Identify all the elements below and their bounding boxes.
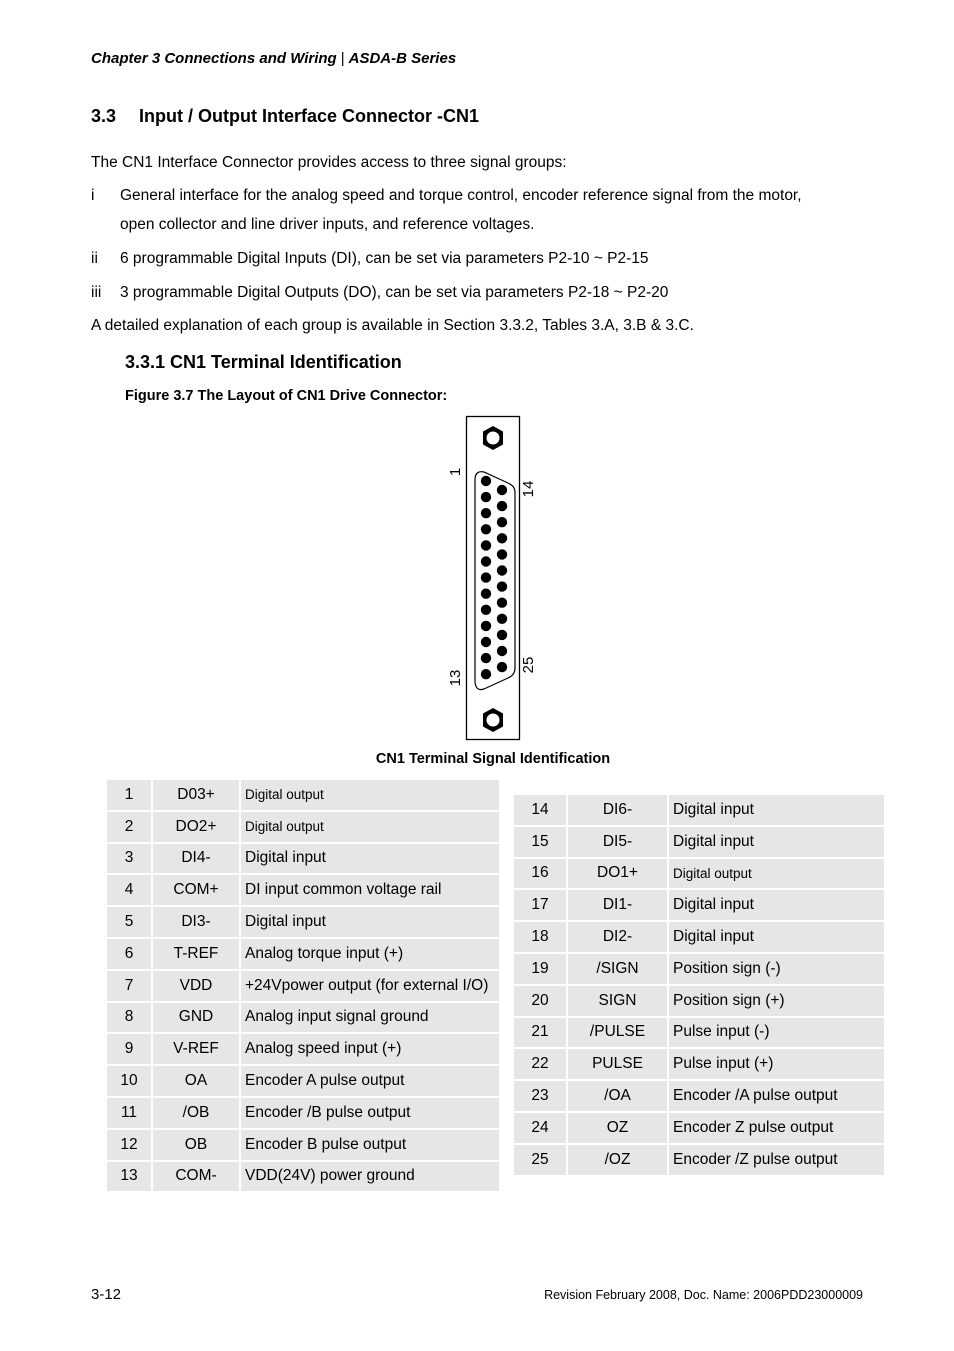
pin-number: 6: [107, 939, 153, 969]
signal-description: DI input common voltage rail: [241, 875, 499, 905]
table-row: [107, 875, 499, 905]
header-separator: |: [340, 50, 345, 67]
signal-name: OZ: [568, 1113, 669, 1143]
pin-dot: [497, 614, 507, 624]
pin-number: 17: [514, 890, 568, 920]
list-marker: ii: [91, 250, 98, 267]
pin-dot: [481, 669, 491, 679]
table-row: [514, 922, 884, 952]
signal-name: DO2+: [153, 812, 241, 842]
table-row: [107, 971, 499, 1001]
table-row: [107, 1098, 499, 1128]
signal-name: D03+: [153, 780, 241, 810]
pin-number: 11: [107, 1098, 153, 1128]
signal-name: GND: [153, 1003, 241, 1033]
pin-number: 25: [514, 1145, 568, 1175]
signal-description: Encoder /B pulse output: [241, 1098, 499, 1128]
signal-description: Pulse input (-): [669, 1018, 884, 1048]
pin-dot: [481, 572, 491, 582]
page-header: [91, 50, 456, 67]
table-row: [514, 859, 884, 889]
table-row: [514, 1113, 884, 1143]
page-number: 3-12: [91, 1286, 122, 1303]
pin-label-25: 25: [520, 656, 537, 674]
pin-number: 1: [107, 780, 153, 810]
signal-name: PULSE: [568, 1049, 669, 1079]
pin-label-1: 1: [447, 467, 464, 477]
table-row: [514, 795, 884, 825]
signal-description: Position sign (+): [669, 986, 884, 1016]
table-row: [107, 939, 499, 969]
pin-dot: [497, 630, 507, 640]
pin-dot: [481, 540, 491, 550]
signal-description: Position sign (-): [669, 954, 884, 984]
signal-name: V-REF: [153, 1034, 241, 1064]
figure-caption: Figure 3.7 The Layout of CN1 Drive Connector:: [125, 388, 448, 404]
pin-dot: [481, 508, 491, 518]
signal-name: DI1-: [568, 890, 669, 920]
signal-description: Digital output: [669, 859, 884, 889]
pin-number: 4: [107, 875, 153, 905]
signal-description: Digital input: [669, 795, 884, 825]
pin-number: 24: [514, 1113, 568, 1143]
pin-label-14: 14: [520, 480, 537, 498]
pin-dot: [497, 598, 507, 608]
signal-description: Digital input: [669, 827, 884, 857]
detail-paragraph: A detailed explanation of each group is available in Section 3.3.2, Tables 3.A, 3.B & 3.C.: [91, 317, 694, 334]
table-row: [107, 1066, 499, 1096]
table-row: [514, 986, 884, 1016]
pin-number: 8: [107, 1003, 153, 1033]
pin-dot: [497, 581, 507, 591]
list-text-line: 6 programmable Digital Inputs (DI), can be set via parameters P2-10 ~ P2-15: [120, 250, 649, 267]
signal-name: DI2-: [568, 922, 669, 952]
list-marker: iii: [91, 284, 102, 301]
signal-description: Analog torque input (+): [241, 939, 499, 969]
table-caption: CN1 Terminal Signal Identification: [375, 751, 611, 767]
table-row: [107, 1162, 499, 1192]
signal-description: Digital output: [241, 780, 499, 810]
pin-number: 23: [514, 1081, 568, 1111]
pin-dot: [497, 517, 507, 527]
pin-dot: [481, 605, 491, 615]
signal-name: VDD: [153, 971, 241, 1001]
pin-dot: [481, 556, 491, 566]
pin-number: 15: [514, 827, 568, 857]
signal-description: Analog input signal ground: [241, 1003, 499, 1033]
signal-name: COM-: [153, 1162, 241, 1192]
signal-name: T-REF: [153, 939, 241, 969]
pin-dot: [497, 485, 507, 495]
pin-number: 20: [514, 986, 568, 1016]
pin-number: 12: [107, 1130, 153, 1160]
table-row: [107, 1034, 499, 1064]
pin-dot: [481, 621, 491, 631]
signal-description: Digital output: [241, 812, 499, 842]
signal-description: Digital input: [241, 907, 499, 937]
table-row: [107, 844, 499, 874]
pin-dot: [481, 653, 491, 663]
table-row: [107, 1003, 499, 1033]
pin-number: 7: [107, 971, 153, 1001]
signal-description: Digital input: [669, 922, 884, 952]
pin-number: 14: [514, 795, 568, 825]
signal-name: COM+: [153, 875, 241, 905]
list-marker: i: [91, 187, 95, 204]
pin-number: 3: [107, 844, 153, 874]
pin-number: 5: [107, 907, 153, 937]
signal-description: Encoder /Z pulse output: [669, 1145, 884, 1175]
pin-dot: [497, 662, 507, 672]
pin-number: 9: [107, 1034, 153, 1064]
pin-table-left: [107, 778, 499, 1193]
connector-pins: [481, 476, 507, 680]
list-text-line: open collector and line driver inputs, and reference voltages.: [120, 216, 535, 233]
signal-description: VDD(24V) power ground: [241, 1162, 499, 1192]
signal-name: /OA: [568, 1081, 669, 1111]
pin-dot: [481, 524, 491, 534]
signal-name: DI3-: [153, 907, 241, 937]
mount-screw-bottom: [483, 708, 503, 732]
pin-number: 10: [107, 1066, 153, 1096]
table-row: [107, 907, 499, 937]
pin-dot: [497, 501, 507, 511]
signal-description: Encoder B pulse output: [241, 1130, 499, 1160]
table-row: [514, 1049, 884, 1079]
signal-description: Digital input: [669, 890, 884, 920]
table-row: [514, 954, 884, 984]
cn1-connector-diagram: [420, 410, 560, 745]
pin-dot: [497, 533, 507, 543]
pin-table-right: [514, 793, 884, 1177]
list-item-i: [91, 181, 851, 239]
section-heading: [91, 106, 479, 127]
pin-dot: [497, 565, 507, 575]
signal-name: OA: [153, 1066, 241, 1096]
header-chapter: Chapter 3 Connections and Wiring: [91, 50, 337, 67]
signal-name: SIGN: [568, 986, 669, 1016]
signal-name: /OZ: [568, 1145, 669, 1175]
signal-name: OB: [153, 1130, 241, 1160]
signal-description: Pulse input (+): [669, 1049, 884, 1079]
table-row: [514, 1018, 884, 1048]
signal-description: Encoder /A pulse output: [669, 1081, 884, 1111]
signal-name: /PULSE: [568, 1018, 669, 1048]
header-series: ASDA-B Series: [348, 50, 457, 67]
signal-description: Encoder Z pulse output: [669, 1113, 884, 1143]
mount-screw-top: [483, 426, 503, 450]
list-text-line: General interface for the analog speed and torque control, encoder reference signal from the motor,: [120, 187, 802, 204]
subsection-heading: 3.3.1 CN1 Terminal Identification: [125, 352, 402, 372]
signal-description: Encoder A pulse output: [241, 1066, 499, 1096]
intro-paragraph: The CN1 Interface Connector provides access to three signal groups:: [91, 154, 567, 171]
pin-number: 16: [514, 859, 568, 889]
table-row: [514, 827, 884, 857]
section-title: Input / Output Interface Connector -CN1: [139, 106, 479, 126]
signal-name: DI5-: [568, 827, 669, 857]
section-number: 3.3: [91, 106, 117, 126]
signal-name: /SIGN: [568, 954, 669, 984]
pin-number: 22: [514, 1049, 568, 1079]
table-row: [514, 1081, 884, 1111]
pin-dot: [481, 637, 491, 647]
list-item-iii: [91, 278, 851, 307]
table-row: [514, 1145, 884, 1175]
table-row: [107, 1130, 499, 1160]
list-text-line: 3 programmable Digital Outputs (DO), can be set via parameters P2-18 ~ P2-20: [120, 284, 669, 301]
pin-number: 18: [514, 922, 568, 952]
table-row: [107, 812, 499, 842]
pin-dot: [497, 646, 507, 656]
signal-name: DO1+: [568, 859, 669, 889]
revision-note: Revision February 2008, Doc. Name: 2006PDD23000009: [544, 1288, 863, 1302]
pin-dot: [481, 492, 491, 502]
pin-number: 19: [514, 954, 568, 984]
pin-number: 13: [107, 1162, 153, 1192]
signal-name: DI6-: [568, 795, 669, 825]
pin-dot: [497, 549, 507, 559]
pin-number: 21: [514, 1018, 568, 1048]
signal-description: Digital input: [241, 844, 499, 874]
table-row: [107, 780, 499, 810]
signal-description: +24Vpower output (for external I/O): [241, 971, 499, 1001]
list-item-ii: [91, 244, 851, 273]
pin-number: 2: [107, 812, 153, 842]
signal-name: DI4-: [153, 844, 241, 874]
pin-dot: [481, 476, 491, 486]
pin-label-13: 13: [447, 669, 464, 687]
table-row: [514, 890, 884, 920]
signal-name: /OB: [153, 1098, 241, 1128]
pin-dot: [481, 589, 491, 599]
signal-description: Analog speed input (+): [241, 1034, 499, 1064]
